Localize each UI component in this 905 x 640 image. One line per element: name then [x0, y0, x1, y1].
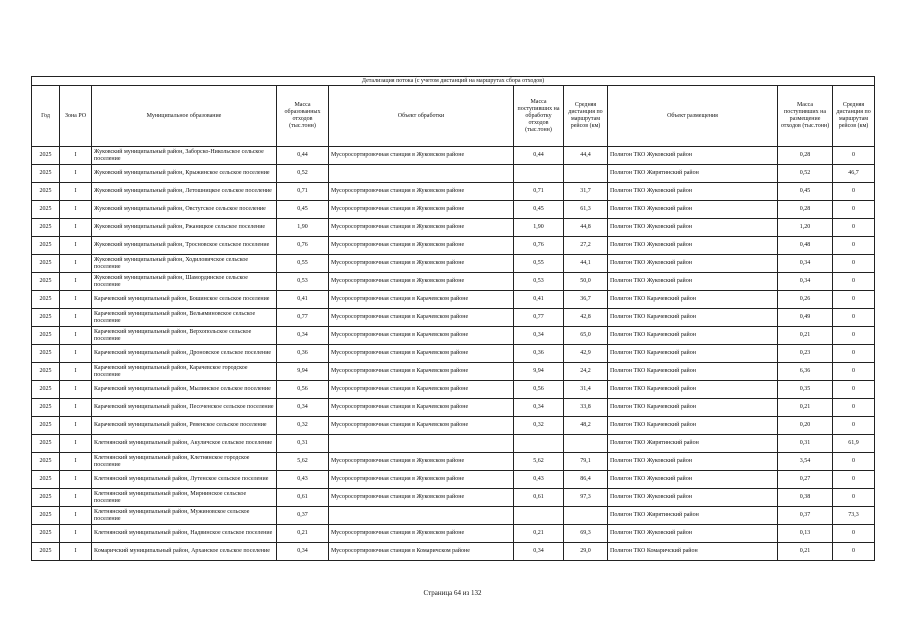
cell-disposal-facility: Полигон ТКО Жуковский район [608, 237, 778, 255]
cell-processing-facility: Мусоросортировочная станция в Комаричском районе [329, 543, 514, 561]
cell-zone: I [60, 417, 92, 435]
cell-disposal-mass: 3,54 [778, 453, 833, 471]
cell-disposal-mass: 0,28 [778, 147, 833, 165]
cell-zone: I [60, 309, 92, 327]
cell-zone: I [60, 201, 92, 219]
table-row [32, 345, 875, 363]
cell-disposal-distance: 0 [833, 183, 875, 201]
cell-processing-mass: 0,61 [514, 489, 564, 507]
cell-municipality: Жуковский муниципальный район, Летошницкое сельское поселение [92, 183, 277, 201]
cell-processing-facility: Мусоросортировочная станция в Карачевском районе [329, 291, 514, 309]
cell-municipality: Жуковский муниципальный район, Шамординское сельское поселение [92, 273, 277, 291]
cell-zone: I [60, 237, 92, 255]
cell-processing-distance: 50,0 [564, 273, 608, 291]
cell-disposal-mass: 0,34 [778, 273, 833, 291]
column-header-year: Год [32, 86, 60, 147]
cell-generated-mass: 9,94 [277, 363, 329, 381]
cell-processing-facility: Мусоросортировочная станция в Жуковском районе [329, 183, 514, 201]
cell-disposal-mass: 0,31 [778, 435, 833, 453]
cell-disposal-mass: 0,21 [778, 543, 833, 561]
cell-year: 2025 [32, 219, 60, 237]
table-caption: Детализация потока (с учетом дистанций на маршрутах сбора отходов) [32, 77, 875, 86]
table-row [32, 543, 875, 561]
cell-year: 2025 [32, 543, 60, 561]
cell-municipality: Клетнянский муниципальный район, Акуличское сельское поселение [92, 435, 277, 453]
cell-generated-mass: 0,34 [277, 543, 329, 561]
cell-year: 2025 [32, 327, 60, 345]
cell-disposal-distance: 0 [833, 381, 875, 399]
cell-zone: I [60, 381, 92, 399]
cell-processing-distance: 44,4 [564, 147, 608, 165]
table-row [32, 273, 875, 291]
cell-zone: I [60, 525, 92, 543]
cell-year: 2025 [32, 417, 60, 435]
cell-processing-facility: Мусоросортировочная станция в Жуковском районе [329, 147, 514, 165]
cell-processing-distance: 48,2 [564, 417, 608, 435]
cell-processing-mass: 0,77 [514, 309, 564, 327]
cell-generated-mass: 5,62 [277, 453, 329, 471]
cell-processing-mass: 0,56 [514, 381, 564, 399]
table-row [32, 147, 875, 165]
cell-generated-mass: 0,32 [277, 417, 329, 435]
cell-disposal-mass: 0,48 [778, 237, 833, 255]
cell-generated-mass: 0,31 [277, 435, 329, 453]
cell-processing-mass: 1,90 [514, 219, 564, 237]
cell-year: 2025 [32, 183, 60, 201]
table-row [32, 327, 875, 345]
cell-municipality: Жуковский муниципальный район, Овстугское сельское поселение [92, 201, 277, 219]
column-header-processing-mass: Масса поступивших на обработку отходов (тыс.тонн) [514, 86, 564, 147]
cell-municipality: Карачевский муниципальный район, Карачевское городское поселение [92, 363, 277, 381]
cell-disposal-facility: Полигон ТКО Карачевский район [608, 363, 778, 381]
cell-disposal-mass: 6,36 [778, 363, 833, 381]
cell-processing-mass: 0,32 [514, 417, 564, 435]
table-row [32, 399, 875, 417]
cell-processing-mass: 9,94 [514, 363, 564, 381]
table-row [32, 183, 875, 201]
cell-disposal-facility: Полигон ТКО Жуковский район [608, 183, 778, 201]
cell-zone: I [60, 291, 92, 309]
table-row [32, 489, 875, 507]
table-row [32, 525, 875, 543]
cell-processing-mass: 0,43 [514, 471, 564, 489]
cell-year: 2025 [32, 291, 60, 309]
cell-processing-distance: 65,0 [564, 327, 608, 345]
cell-municipality: Карачевский муниципальный район, Вельяминовское сельское поселение [92, 309, 277, 327]
table-row [32, 471, 875, 489]
cell-disposal-facility: Полигон ТКО Жуковский район [608, 219, 778, 237]
cell-processing-facility: Мусоросортировочная станция в Жуковском районе [329, 273, 514, 291]
cell-disposal-facility: Полигон ТКО Жирятинский район [608, 435, 778, 453]
cell-disposal-mass: 0,45 [778, 183, 833, 201]
cell-processing-mass: 0,34 [514, 327, 564, 345]
cell-processing-mass: 5,62 [514, 453, 564, 471]
cell-disposal-facility: Полигон ТКО Жуковский район [608, 453, 778, 471]
table-row [32, 237, 875, 255]
document-table-container [31, 76, 875, 561]
table-row [32, 291, 875, 309]
cell-processing-facility: Мусоросортировочная станция в Жуковском районе [329, 219, 514, 237]
cell-generated-mass: 0,77 [277, 309, 329, 327]
cell-municipality: Карачевский муниципальный район, Бошинское сельское поселение [92, 291, 277, 309]
cell-processing-facility: Мусоросортировочная станция в Карачевском районе [329, 363, 514, 381]
cell-municipality: Клетнянский муниципальный район, Надвинское сельское поселение [92, 525, 277, 543]
cell-disposal-distance: 0 [833, 489, 875, 507]
cell-year: 2025 [32, 147, 60, 165]
table-row [32, 381, 875, 399]
cell-processing-facility: Мусоросортировочная станция в Карачевском районе [329, 381, 514, 399]
cell-processing-facility: Мусоросортировочная станция в Жуковском районе [329, 525, 514, 543]
cell-year: 2025 [32, 381, 60, 399]
cell-disposal-facility: Полигон ТКО Жуковский район [608, 471, 778, 489]
column-header-disposal-mass: Масса поступивших на размещение отходов (тыс.тонн) [778, 86, 833, 147]
cell-municipality: Клетнянский муниципальный район, Лутенское сельское поселение [92, 471, 277, 489]
cell-disposal-mass: 1,20 [778, 219, 833, 237]
cell-disposal-mass: 0,23 [778, 345, 833, 363]
cell-disposal-distance: 0 [833, 219, 875, 237]
cell-zone: I [60, 327, 92, 345]
cell-year: 2025 [32, 471, 60, 489]
cell-zone: I [60, 453, 92, 471]
cell-municipality: Жуковский муниципальный район, Тросновское сельское поселение [92, 237, 277, 255]
cell-disposal-facility: Полигон ТКО Жуковский район [608, 525, 778, 543]
cell-processing-facility [329, 435, 514, 453]
cell-generated-mass: 0,43 [277, 471, 329, 489]
cell-zone: I [60, 345, 92, 363]
cell-year: 2025 [32, 237, 60, 255]
cell-disposal-mass: 0,49 [778, 309, 833, 327]
cell-zone: I [60, 273, 92, 291]
cell-disposal-distance: 0 [833, 363, 875, 381]
cell-generated-mass: 0,52 [277, 165, 329, 183]
table-row [32, 453, 875, 471]
cell-disposal-facility: Полигон ТКО Жуковский район [608, 201, 778, 219]
cell-generated-mass: 0,21 [277, 525, 329, 543]
cell-processing-distance: 79,1 [564, 453, 608, 471]
cell-disposal-facility: Полигон ТКО Карачевский район [608, 327, 778, 345]
cell-generated-mass: 0,71 [277, 183, 329, 201]
cell-processing-facility: Мусоросортировочная станция в Жуковском районе [329, 255, 514, 273]
cell-disposal-facility: Полигон ТКО Карачевский район [608, 399, 778, 417]
table-row [32, 201, 875, 219]
cell-disposal-distance: 0 [833, 525, 875, 543]
cell-disposal-mass: 0,27 [778, 471, 833, 489]
cell-disposal-distance: 0 [833, 201, 875, 219]
cell-disposal-distance: 0 [833, 273, 875, 291]
cell-processing-mass: 0,34 [514, 543, 564, 561]
cell-zone: I [60, 399, 92, 417]
cell-processing-distance [564, 165, 608, 183]
cell-municipality: Карачевский муниципальный район, Песоченское сельское поселение [92, 399, 277, 417]
cell-disposal-distance: 0 [833, 327, 875, 345]
cell-processing-distance: 61,3 [564, 201, 608, 219]
column-header-municipality: Муниципальное образование [92, 86, 277, 147]
cell-disposal-facility: Полигон ТКО Карачевский район [608, 309, 778, 327]
cell-generated-mass: 0,45 [277, 201, 329, 219]
cell-processing-distance: 97,3 [564, 489, 608, 507]
cell-processing-facility: Мусоросортировочная станция в Карачевском районе [329, 399, 514, 417]
cell-disposal-mass: 0,21 [778, 399, 833, 417]
cell-generated-mass: 0,56 [277, 381, 329, 399]
cell-processing-distance [564, 435, 608, 453]
cell-generated-mass: 0,55 [277, 255, 329, 273]
cell-disposal-distance: 0 [833, 291, 875, 309]
cell-disposal-distance: 46,7 [833, 165, 875, 183]
table-row [32, 435, 875, 453]
cell-processing-distance: 24,2 [564, 363, 608, 381]
cell-zone: I [60, 183, 92, 201]
cell-year: 2025 [32, 507, 60, 525]
cell-disposal-facility: Полигон ТКО Жирятинский район [608, 507, 778, 525]
page-number: Страница 64 из 132 [423, 589, 482, 597]
table-row [32, 219, 875, 237]
cell-disposal-distance: 0 [833, 309, 875, 327]
cell-disposal-facility: Полигон ТКО Комаричский район [608, 543, 778, 561]
cell-year: 2025 [32, 201, 60, 219]
cell-generated-mass: 0,34 [277, 327, 329, 345]
cell-disposal-mass: 0,37 [778, 507, 833, 525]
table-row [32, 363, 875, 381]
cell-processing-distance: 31,4 [564, 381, 608, 399]
cell-processing-facility: Мусоросортировочная станция в Жуковском районе [329, 471, 514, 489]
cell-year: 2025 [32, 453, 60, 471]
cell-generated-mass: 1,90 [277, 219, 329, 237]
waste-flow-table [31, 76, 875, 561]
cell-disposal-mass: 0,21 [778, 327, 833, 345]
cell-disposal-distance: 0 [833, 417, 875, 435]
cell-processing-facility: Мусоросортировочная станция в Жуковском районе [329, 201, 514, 219]
cell-disposal-distance: 61,9 [833, 435, 875, 453]
cell-processing-facility: Мусоросортировочная станция в Жуковском районе [329, 489, 514, 507]
cell-year: 2025 [32, 273, 60, 291]
cell-zone: I [60, 489, 92, 507]
cell-zone: I [60, 219, 92, 237]
cell-disposal-distance: 0 [833, 453, 875, 471]
cell-disposal-facility: Полигон ТКО Карачевский район [608, 291, 778, 309]
cell-processing-facility: Мусоросортировочная станция в Карачевском районе [329, 309, 514, 327]
cell-year: 2025 [32, 489, 60, 507]
cell-processing-mass: 0,44 [514, 147, 564, 165]
cell-processing-mass: 0,76 [514, 237, 564, 255]
cell-municipality: Клетнянский муниципальный район, Мирнинское сельское поселение [92, 489, 277, 507]
table-body [32, 147, 875, 561]
cell-processing-mass: 0,53 [514, 273, 564, 291]
cell-disposal-distance: 73,3 [833, 507, 875, 525]
cell-zone: I [60, 165, 92, 183]
cell-processing-mass: 0,41 [514, 291, 564, 309]
cell-disposal-facility: Полигон ТКО Жуковский район [608, 489, 778, 507]
cell-municipality: Карачевский муниципальный район, Верхопольское сельское поселение [92, 327, 277, 345]
cell-processing-mass [514, 165, 564, 183]
cell-disposal-facility: Полигон ТКО Карачевский район [608, 345, 778, 363]
table-row [32, 417, 875, 435]
cell-municipality: Клетнянский муниципальный район, Клетнянское городское поселение [92, 453, 277, 471]
cell-processing-facility [329, 507, 514, 525]
cell-processing-mass [514, 507, 564, 525]
cell-disposal-facility: Полигон ТКО Карачевский район [608, 381, 778, 399]
cell-zone: I [60, 255, 92, 273]
cell-disposal-mass: 0,38 [778, 489, 833, 507]
cell-municipality: Жуковский муниципальный район, Ходиловичское сельское поселение [92, 255, 277, 273]
cell-year: 2025 [32, 165, 60, 183]
cell-zone: I [60, 147, 92, 165]
cell-generated-mass: 0,41 [277, 291, 329, 309]
cell-processing-facility: Мусоросортировочная станция в Карачевском районе [329, 327, 514, 345]
cell-disposal-distance: 0 [833, 237, 875, 255]
header-row [32, 86, 875, 147]
cell-processing-distance: 69,3 [564, 525, 608, 543]
cell-disposal-distance: 0 [833, 543, 875, 561]
cell-processing-facility: Мусоросортировочная станция в Карачевском районе [329, 345, 514, 363]
cell-disposal-mass: 0,20 [778, 417, 833, 435]
cell-municipality: Жуковский муниципальный район, Заборско-Никольское сельское поселение [92, 147, 277, 165]
cell-disposal-facility: Полигон ТКО Жуковский район [608, 273, 778, 291]
cell-municipality: Клетнянский муниципальный район, Мужиновское сельское поселение [92, 507, 277, 525]
cell-disposal-mass: 0,26 [778, 291, 833, 309]
cell-municipality: Жуковский муниципальный район, Ржаницкое сельское поселение [92, 219, 277, 237]
cell-disposal-mass: 0,52 [778, 165, 833, 183]
cell-disposal-mass: 0,34 [778, 255, 833, 273]
cell-processing-mass: 0,55 [514, 255, 564, 273]
cell-municipality: Комаричский муниципальный район, Арханское сельское поселение [92, 543, 277, 561]
table-row [32, 255, 875, 273]
cell-processing-distance: 36,7 [564, 291, 608, 309]
cell-zone: I [60, 435, 92, 453]
cell-processing-distance [564, 507, 608, 525]
cell-disposal-mass: 0,28 [778, 201, 833, 219]
cell-zone: I [60, 507, 92, 525]
cell-processing-distance: 27,2 [564, 237, 608, 255]
cell-processing-distance: 31,7 [564, 183, 608, 201]
cell-processing-mass: 0,71 [514, 183, 564, 201]
cell-processing-distance: 44,1 [564, 255, 608, 273]
column-header-zone: Зона РО [60, 86, 92, 147]
cell-municipality: Карачевский муниципальный район, Дроновское сельское поселение [92, 345, 277, 363]
cell-zone: I [60, 471, 92, 489]
column-header-generated-mass: Масса образованных отходов (тыс.тонн) [277, 86, 329, 147]
table-row [32, 165, 875, 183]
table-row [32, 507, 875, 525]
cell-disposal-mass: 0,35 [778, 381, 833, 399]
cell-processing-distance: 42,8 [564, 309, 608, 327]
cell-processing-mass: 0,45 [514, 201, 564, 219]
cell-processing-distance: 44,8 [564, 219, 608, 237]
cell-year: 2025 [32, 435, 60, 453]
cell-processing-mass: 0,36 [514, 345, 564, 363]
cell-processing-distance: 29,0 [564, 543, 608, 561]
cell-processing-distance: 86,4 [564, 471, 608, 489]
column-header-disposal-distance: Средняя дистанция по маршрутам рейсов (км) [833, 86, 875, 147]
cell-municipality: Карачевский муниципальный район, Мылинское сельское поселение [92, 381, 277, 399]
cell-zone: I [60, 543, 92, 561]
cell-generated-mass: 0,53 [277, 273, 329, 291]
cell-processing-facility: Мусоросортировочная станция в Жуковском районе [329, 453, 514, 471]
cell-disposal-distance: 0 [833, 471, 875, 489]
cell-processing-mass: 0,21 [514, 525, 564, 543]
cell-zone: I [60, 363, 92, 381]
cell-processing-distance: 33,8 [564, 399, 608, 417]
cell-disposal-facility: Полигон ТКО Карачевский район [608, 417, 778, 435]
cell-year: 2025 [32, 309, 60, 327]
cell-year: 2025 [32, 345, 60, 363]
cell-disposal-facility: Полигон ТКО Жирятинский район [608, 165, 778, 183]
column-header-processing-distance: Средняя дистанция по маршрутам рейсов (км) [564, 86, 608, 147]
cell-generated-mass: 0,76 [277, 237, 329, 255]
cell-municipality: Жуковский муниципальный район, Крыжинское сельское поселение [92, 165, 277, 183]
cell-processing-distance: 42,9 [564, 345, 608, 363]
table-row [32, 309, 875, 327]
cell-processing-facility: Мусоросортировочная станция в Карачевском районе [329, 417, 514, 435]
column-header-disposal-facility: Объект размещения [608, 86, 778, 147]
cell-generated-mass: 0,44 [277, 147, 329, 165]
cell-municipality: Карачевский муниципальный район, Ревенское сельское поселение [92, 417, 277, 435]
cell-disposal-distance: 0 [833, 255, 875, 273]
cell-disposal-distance: 0 [833, 399, 875, 417]
cell-generated-mass: 0,61 [277, 489, 329, 507]
cell-processing-facility [329, 165, 514, 183]
cell-disposal-distance: 0 [833, 345, 875, 363]
cell-year: 2025 [32, 363, 60, 381]
cell-generated-mass: 0,34 [277, 399, 329, 417]
column-header-processing-facility: Объект обработки [329, 86, 514, 147]
cell-processing-mass: 0,34 [514, 399, 564, 417]
cell-disposal-facility: Полигон ТКО Жуковский район [608, 147, 778, 165]
cell-generated-mass: 0,37 [277, 507, 329, 525]
cell-year: 2025 [32, 255, 60, 273]
cell-processing-facility: Мусоросортировочная станция в Жуковском районе [329, 237, 514, 255]
cell-disposal-facility: Полигон ТКО Жуковский район [608, 255, 778, 273]
cell-generated-mass: 0,36 [277, 345, 329, 363]
cell-processing-mass [514, 435, 564, 453]
cell-disposal-distance: 0 [833, 147, 875, 165]
cell-year: 2025 [32, 399, 60, 417]
cell-year: 2025 [32, 525, 60, 543]
cell-disposal-mass: 0,13 [778, 525, 833, 543]
